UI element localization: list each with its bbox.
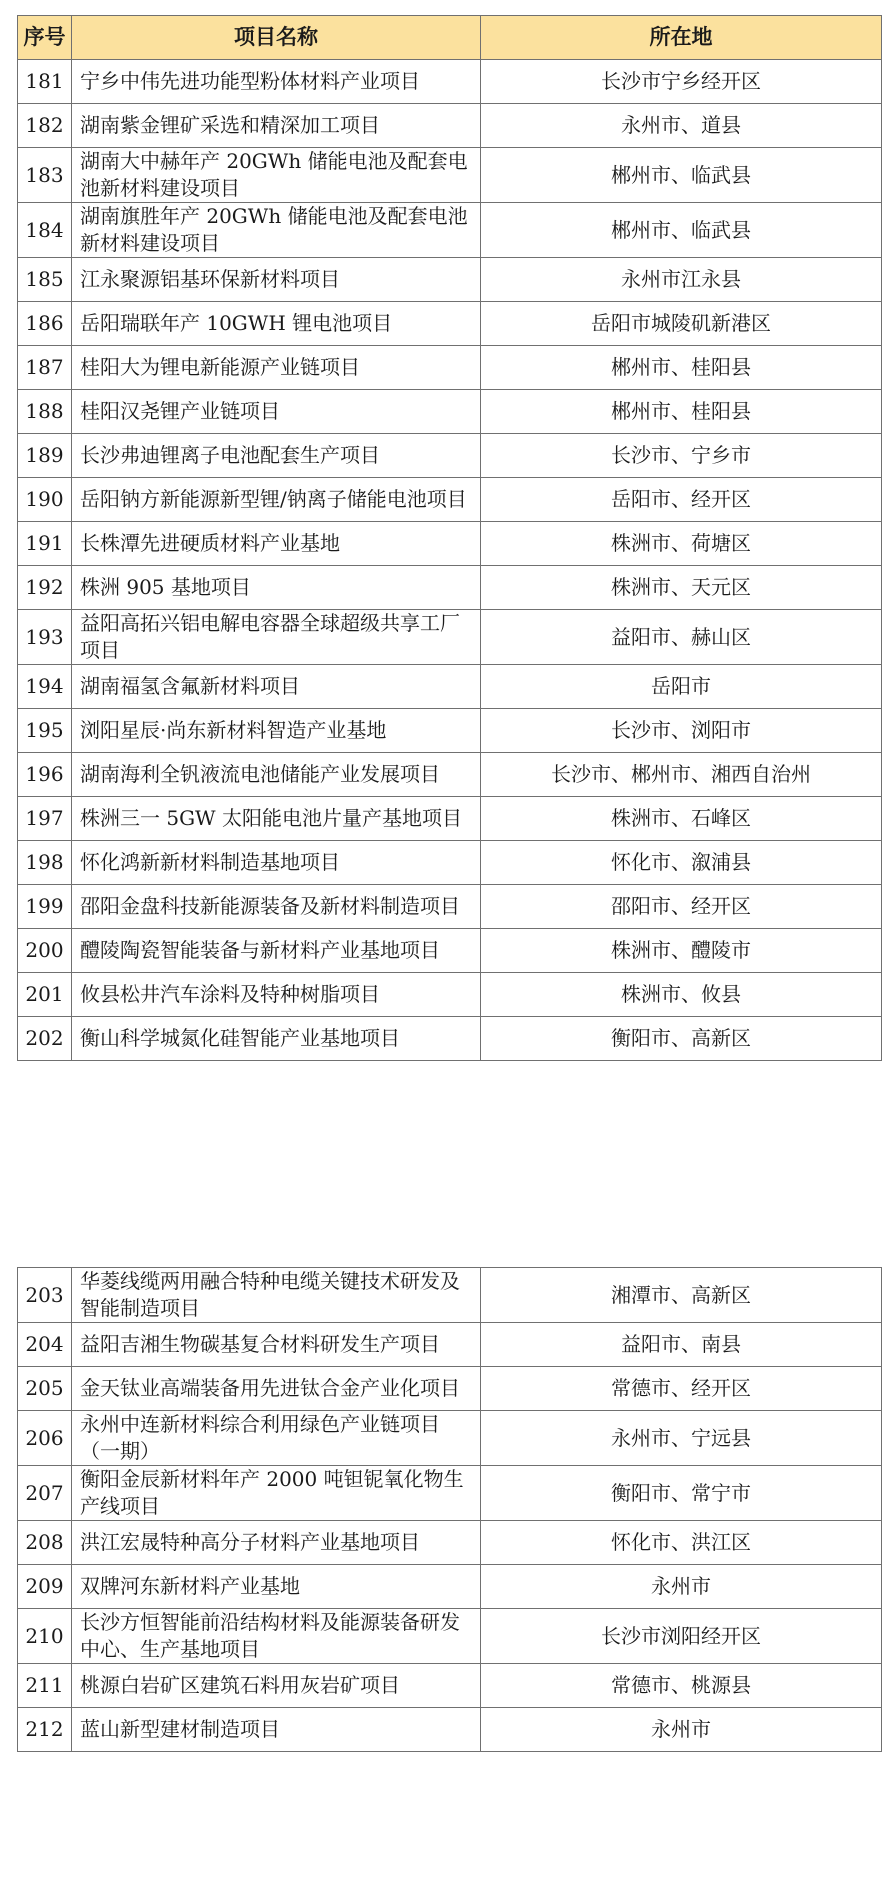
row-number: 210: [18, 1609, 72, 1664]
table-row: [18, 1609, 882, 1664]
table-row: [18, 1268, 882, 1323]
table-header-row: [18, 16, 882, 60]
project-name: 益阳吉湘生物碳基复合材料研发生产项目: [72, 1323, 481, 1367]
row-number: 190: [18, 478, 72, 522]
row-number: 185: [18, 258, 72, 302]
table-body-part2: [18, 1268, 882, 1752]
table-row: [18, 929, 882, 973]
row-number: 181: [18, 60, 72, 104]
project-location: 永州市: [481, 1708, 882, 1752]
table-row: [18, 1466, 882, 1521]
project-name: 双牌河东新材料产业基地: [72, 1565, 481, 1609]
project-location: 长沙市、浏阳市: [481, 709, 882, 753]
row-number: 205: [18, 1367, 72, 1411]
project-location: 郴州市、桂阳县: [481, 346, 882, 390]
table-row: [18, 1521, 882, 1565]
table-row: [18, 797, 882, 841]
project-name: 醴陵陶瓷智能装备与新材料产业基地项目: [72, 929, 481, 973]
project-name: 永州中连新材料综合利用绿色产业链项目（一期）: [72, 1411, 481, 1466]
project-location: 常德市、经开区: [481, 1367, 882, 1411]
row-number: 187: [18, 346, 72, 390]
project-name: 衡山科学城氮化硅智能产业基地项目: [72, 1017, 481, 1061]
table-row: [18, 60, 882, 104]
project-location: 衡阳市、高新区: [481, 1017, 882, 1061]
project-name: 蓝山新型建材制造项目: [72, 1708, 481, 1752]
table-row: [18, 841, 882, 885]
table-row: [18, 1565, 882, 1609]
table-row: [18, 302, 882, 346]
project-name: 衡阳金辰新材料年产 2000 吨钽铌氧化物生产线项目: [72, 1466, 481, 1521]
project-name: 湖南海利全钒液流电池储能产业发展项目: [72, 753, 481, 797]
row-number: 183: [18, 148, 72, 203]
project-name: 江永聚源铝基环保新材料项目: [72, 258, 481, 302]
project-location: 长沙市、郴州市、湘西自治州: [481, 753, 882, 797]
project-location: 益阳市、南县: [481, 1323, 882, 1367]
table-row: [18, 709, 882, 753]
project-name: 邵阳金盘科技新能源装备及新材料制造项目: [72, 885, 481, 929]
header-project-name: 项目名称: [72, 16, 481, 60]
project-name: 宁乡中伟先进功能型粉体材料产业项目: [72, 60, 481, 104]
project-name: 怀化鸿新新材料制造基地项目: [72, 841, 481, 885]
project-location: 郴州市、临武县: [481, 203, 882, 258]
table-row: [18, 1017, 882, 1061]
project-location: 长沙市浏阳经开区: [481, 1609, 882, 1664]
project-table-part2: [17, 1267, 882, 1752]
row-number: 198: [18, 841, 72, 885]
project-name: 湖南福氢含氟新材料项目: [72, 665, 481, 709]
project-name: 长沙方恒智能前沿结构材料及能源装备研发中心、生产基地项目: [72, 1609, 481, 1664]
project-name: 洪江宏晟特种高分子材料产业基地项目: [72, 1521, 481, 1565]
row-number: 188: [18, 390, 72, 434]
project-location: 株洲市、攸县: [481, 973, 882, 1017]
table-row: [18, 478, 882, 522]
table-row: [18, 1708, 882, 1752]
header-number: 序号: [18, 16, 72, 60]
project-name: 株洲三一 5GW 太阳能电池片量产基地项目: [72, 797, 481, 841]
row-number: 203: [18, 1268, 72, 1323]
row-number: 206: [18, 1411, 72, 1466]
table-row: [18, 665, 882, 709]
table-row: [18, 1664, 882, 1708]
project-location: 株洲市、荷塘区: [481, 522, 882, 566]
project-name: 浏阳星辰·尚东新材料智造产业基地: [72, 709, 481, 753]
table-row: [18, 522, 882, 566]
row-number: 209: [18, 1565, 72, 1609]
project-location: 衡阳市、常宁市: [481, 1466, 882, 1521]
row-number: 202: [18, 1017, 72, 1061]
table-row: [18, 753, 882, 797]
project-name: 益阳高拓兴铝电解电容器全球超级共享工厂项目: [72, 610, 481, 665]
table-row: [18, 203, 882, 258]
table-row: [18, 390, 882, 434]
table-row: [18, 973, 882, 1017]
row-number: 186: [18, 302, 72, 346]
project-location: 湘潭市、高新区: [481, 1268, 882, 1323]
project-name: 长株潭先进硬质材料产业基地: [72, 522, 481, 566]
table-row: [18, 1411, 882, 1466]
project-location: 怀化市、溆浦县: [481, 841, 882, 885]
project-name: 岳阳钠方新能源新型锂/钠离子储能电池项目: [72, 478, 481, 522]
row-number: 204: [18, 1323, 72, 1367]
row-number: 192: [18, 566, 72, 610]
project-location: 岳阳市城陵矶新港区: [481, 302, 882, 346]
table-row: [18, 566, 882, 610]
project-name: 桃源白岩矿区建筑石料用灰岩矿项目: [72, 1664, 481, 1708]
project-location: 常德市、桃源县: [481, 1664, 882, 1708]
table-row: [18, 148, 882, 203]
project-name: 金天钛业高端装备用先进钛合金产业化项目: [72, 1367, 481, 1411]
row-number: 182: [18, 104, 72, 148]
project-location: 益阳市、赫山区: [481, 610, 882, 665]
row-number: 196: [18, 753, 72, 797]
project-location: 株洲市、天元区: [481, 566, 882, 610]
project-location: 永州市、道县: [481, 104, 882, 148]
row-number: 199: [18, 885, 72, 929]
table-row: [18, 1367, 882, 1411]
row-number: 189: [18, 434, 72, 478]
project-name: 桂阳大为锂电新能源产业链项目: [72, 346, 481, 390]
table-row: [18, 258, 882, 302]
project-location: 永州市江永县: [481, 258, 882, 302]
project-name: 长沙弗迪锂离子电池配套生产项目: [72, 434, 481, 478]
project-location: 岳阳市、经开区: [481, 478, 882, 522]
project-location: 郴州市、临武县: [481, 148, 882, 203]
project-location: 郴州市、桂阳县: [481, 390, 882, 434]
project-location: 永州市、宁远县: [481, 1411, 882, 1466]
project-location: 长沙市宁乡经开区: [481, 60, 882, 104]
project-name: 华菱线缆两用融合特种电缆关键技术研发及智能制造项目: [72, 1268, 481, 1323]
project-name: 岳阳瑞联年产 10GWH 锂电池项目: [72, 302, 481, 346]
project-name: 攸县松井汽车涂料及特种树脂项目: [72, 973, 481, 1017]
project-location: 长沙市、宁乡市: [481, 434, 882, 478]
row-number: 211: [18, 1664, 72, 1708]
table-row: [18, 1323, 882, 1367]
project-name: 湖南大中赫年产 20GWh 储能电池及配套电池新材料建设项目: [72, 148, 481, 203]
project-location: 邵阳市、经开区: [481, 885, 882, 929]
project-name: 桂阳汉尧锂产业链项目: [72, 390, 481, 434]
project-name: 湖南旗胜年产 20GWh 储能电池及配套电池新材料建设项目: [72, 203, 481, 258]
row-number: 193: [18, 610, 72, 665]
table-row: [18, 346, 882, 390]
row-number: 207: [18, 1466, 72, 1521]
project-name: 株洲 905 基地项目: [72, 566, 481, 610]
table-row: [18, 885, 882, 929]
row-number: 201: [18, 973, 72, 1017]
project-table-part1: [17, 15, 882, 1061]
row-number: 184: [18, 203, 72, 258]
row-number: 200: [18, 929, 72, 973]
table-row: [18, 610, 882, 665]
table-row: [18, 434, 882, 478]
project-location: 永州市: [481, 1565, 882, 1609]
project-location: 怀化市、洪江区: [481, 1521, 882, 1565]
project-location: 株洲市、醴陵市: [481, 929, 882, 973]
row-number: 212: [18, 1708, 72, 1752]
table-body-part1: [18, 60, 882, 1061]
row-number: 197: [18, 797, 72, 841]
row-number: 208: [18, 1521, 72, 1565]
row-number: 194: [18, 665, 72, 709]
row-number: 195: [18, 709, 72, 753]
project-location: 岳阳市: [481, 665, 882, 709]
project-name: 湖南紫金锂矿采选和精深加工项目: [72, 104, 481, 148]
header-location: 所在地: [481, 16, 882, 60]
project-location: 株洲市、石峰区: [481, 797, 882, 841]
row-number: 191: [18, 522, 72, 566]
table-row: [18, 104, 882, 148]
